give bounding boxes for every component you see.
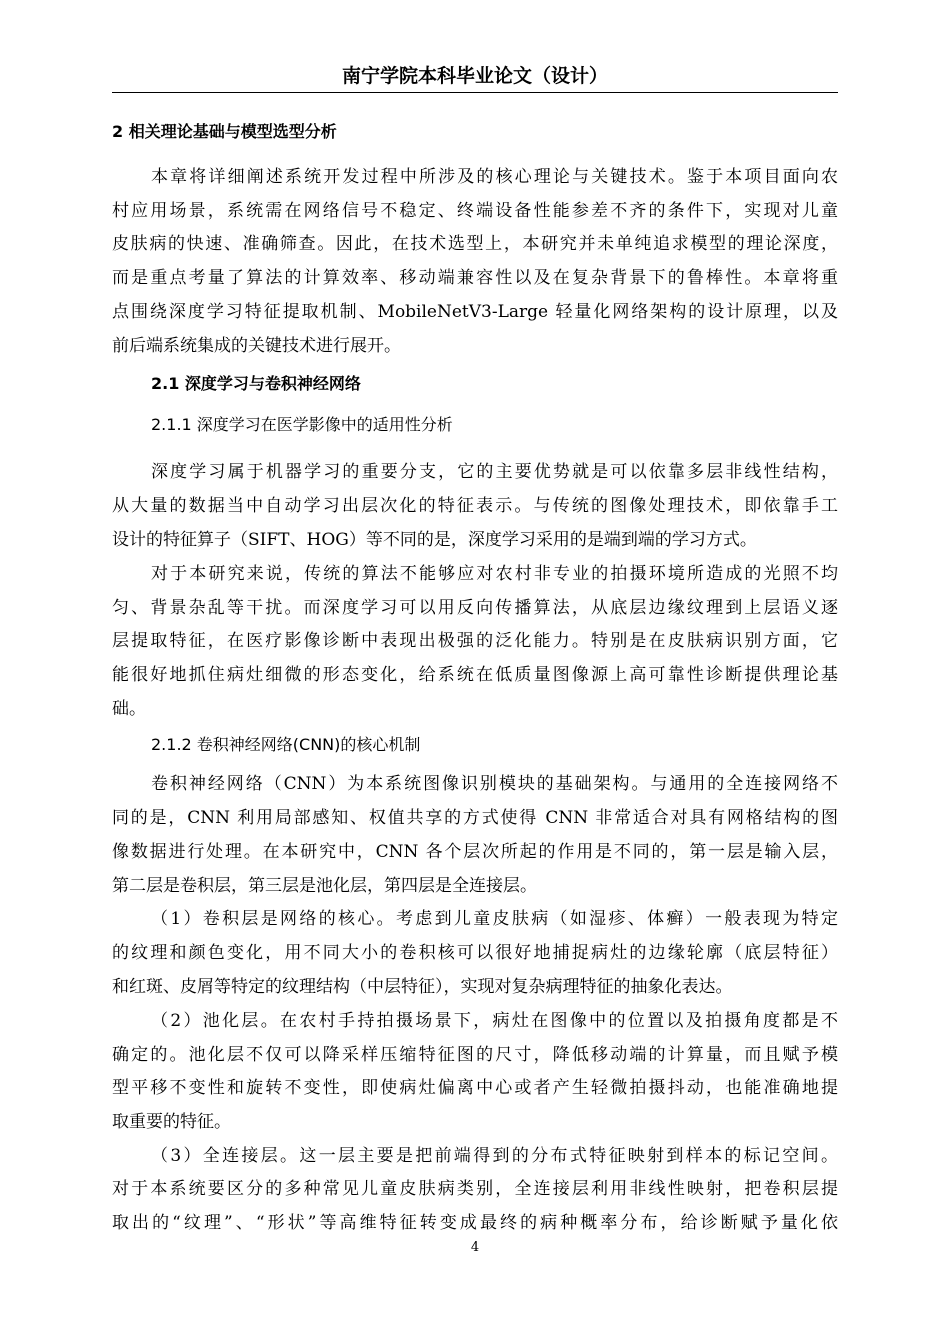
paragraph-line: 匀、背景杂乱等干扰。而深度学习可以用反向传播算法，从底层边缘纹理到上层语义逐 <box>112 598 838 618</box>
paragraph-line: （2）池化层。在农村手持拍摄场景下，病灶在图像中的位置以及拍摄角度都是不 <box>151 1011 838 1031</box>
paragraph-line: 和红斑、皮屑等特定的纹理结构（中层特征），实现对复杂病理特征的抽象化表达。 <box>112 977 733 997</box>
paragraph-line: 的纹理和颜色变化，用不同大小的卷积核可以很好地捕捉病灶的边缘轮廓（底层特征） <box>112 943 838 963</box>
chapter-title: 2 相关理论基础与模型选型分析 <box>112 122 337 141</box>
paragraph-line: 础。 <box>112 699 146 719</box>
intro-line: 而是重点考量了算法的计算效率、移动端兼容性以及在复杂背景下的鲁棒性。本章将重 <box>112 268 838 288</box>
paragraph-line: 取重要的特征。 <box>112 1112 231 1132</box>
paragraph-line: 从大量的数据当中自动学习出层次化的特征表示。与传统的图像处理技术，即依靠手工 <box>112 496 838 516</box>
paragraph-line: 对于本系统要区分的多种常见儿童皮肤病类别，全连接层利用非线性映射，把卷积层提 <box>112 1179 838 1199</box>
paragraph-line: 对于本研究来说，传统的算法不能够应对农村非专业的拍摄环境所造成的光照不均 <box>151 564 838 584</box>
section-heading-2-1-1: 2.1.1 深度学习在医学影像中的适用性分析 <box>151 415 453 434</box>
paragraph-line: （1）卷积层是网络的核心。考虑到儿童皮肤病（如湿疹、体癣）一般表现为特定 <box>151 909 838 929</box>
paragraph-line: 像数据进行处理。在本研究中，CNN 各个层次所起的作用是不同的，第一层是输入层， <box>112 842 838 862</box>
running-header: 南宁学院本科毕业论文（设计） <box>112 60 838 93</box>
paragraph-line: 设计的特征算子（SIFT、HOG）等不同的是，深度学习采用的是端到端的学习方式。 <box>112 530 757 550</box>
intro-line: 本章将详细阐述系统开发过程中所涉及的核心理论与关键技术。鉴于本项目面向农 <box>151 167 838 187</box>
paragraph-line: 同的是，CNN 利用局部感知、权值共享的方式使得 CNN 非常适合对具有网格结构的图 <box>112 808 838 828</box>
intro-line: 皮肤病的快速、准确筛查。因此，在技术选型上，本研究并未单纯追求模型的理论深度， <box>112 234 838 254</box>
intro-line: 村应用场景，系统需在网络信号不稳定、终端设备性能参差不齐的条件下，实现对儿童 <box>112 201 838 221</box>
paragraph-line: 取出的“纹理”、“形状”等高维特征转变成最终的病种概率分布，给诊断赋予量化依 <box>112 1213 838 1233</box>
paragraph-line: （3）全连接层。这一层主要是把前端得到的分布式特征映射到样本的标记空间。 <box>151 1146 838 1166</box>
paragraph-line: 第二层是卷积层，第三层是池化层，第四层是全连接层。 <box>112 876 537 896</box>
paragraph-line: 层提取特征，在医疗影像诊断中表现出极强的泛化能力。特别是在皮肤病识别方面，它 <box>112 631 838 651</box>
intro-line: 前后端系统集成的关键技术进行展开。 <box>112 336 401 356</box>
section-heading-2-1-2: 2.1.2 卷积神经网络(CNN)的核心机制 <box>151 735 421 754</box>
paragraph-line: 型平移不变性和旋转不变性，即使病灶偏离中心或者产生轻微拍摄抖动，也能准确地提 <box>112 1078 838 1098</box>
page-number: 4 <box>470 1240 480 1255</box>
paragraph-line: 确定的。池化层不仅可以降采样压缩特征图的尺寸，降低移动端的计算量，而且赋予模 <box>112 1045 838 1065</box>
intro-line: 点围绕深度学习特征提取机制、MobileNetV3-Large 轻量化网络架构的设计原理，以及 <box>112 302 838 322</box>
section-heading-2-1: 2.1 深度学习与卷积神经网络 <box>151 374 361 393</box>
paragraph-line: 深度学习属于机器学习的重要分支，它的主要优势就是可以依靠多层非线性结构， <box>151 462 838 482</box>
paragraph-line: 能很好地抓住病灶细微的形态变化，给系统在低质量图像源上高可靠性诊断提供理论基 <box>112 665 838 685</box>
paragraph-line: 卷积神经网络（CNN）为本系统图像识别模块的基础架构。与通用的全连接网络不 <box>151 774 838 794</box>
